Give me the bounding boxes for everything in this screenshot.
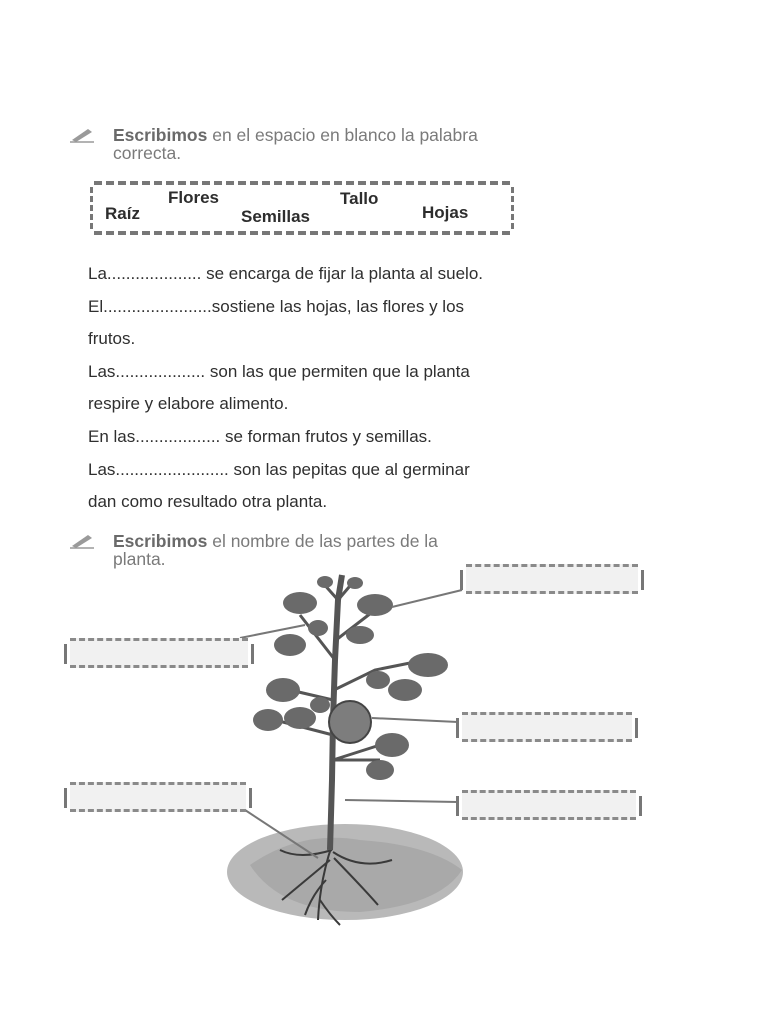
instruction-1-line2: correcta.	[113, 143, 182, 163]
word-bank-left-edge	[90, 187, 93, 229]
pencil-icon	[68, 530, 98, 550]
label-box-left-upper[interactable]	[64, 638, 254, 668]
label-box-field[interactable]	[70, 638, 248, 668]
sentence-line[interactable]: En las.................. se forman frutos y semillas.	[88, 426, 432, 446]
instruction-2-line2: planta.	[113, 549, 166, 569]
word-bank-word: Flores	[168, 188, 220, 207]
sentence-line: respire y elabore alimento.	[88, 394, 289, 414]
instruction-1	[113, 126, 543, 162]
leaves	[253, 576, 448, 780]
sentence-line: dan como resultado otra planta.	[88, 492, 328, 512]
label-box-field[interactable]	[70, 782, 246, 812]
instruction-1-bold: Escribimos	[113, 125, 208, 145]
label-box-right-middle[interactable]	[456, 712, 638, 742]
instruction-2-bold: Escribimos	[113, 531, 208, 551]
label-box-top-right[interactable]	[460, 564, 644, 594]
fill-in-sentences	[88, 258, 548, 519]
label-box-right-lower[interactable]	[456, 790, 642, 820]
instruction-2-line1: el nombre de las partes de la	[207, 531, 438, 551]
tomato-plant-illustration	[0, 560, 768, 950]
label-box-left-lower[interactable]	[64, 782, 252, 812]
sentence-line: frutos.	[88, 329, 136, 349]
label-box-field[interactable]	[462, 712, 632, 742]
word-bank-word: Semillas	[241, 207, 310, 226]
pencil-icon	[68, 124, 98, 144]
instruction-1-line1: en el espacio en blanco la palabra	[207, 125, 478, 145]
sentence-line[interactable]: Las................... son las que permiten que la planta	[88, 361, 470, 381]
tomato-fruit	[329, 701, 371, 743]
sentence-line[interactable]: Las........................ son las pepitas que al germinar	[88, 459, 470, 479]
sentence-line[interactable]: El.......................sostiene las hojas, las flores y los	[88, 296, 465, 316]
word-bank-word: Raíz	[105, 204, 140, 223]
sentence-line[interactable]: La.................... se encarga de fijar la planta al suelo.	[88, 264, 483, 283]
plant-diagram	[0, 560, 768, 950]
word-bank-word: Hojas	[422, 203, 469, 222]
word-bank-word: Tallo	[340, 189, 379, 208]
label-box-field[interactable]	[462, 790, 636, 820]
word-bank	[88, 177, 516, 239]
word-bank-right-edge	[511, 187, 514, 229]
label-box-field[interactable]	[466, 564, 638, 594]
